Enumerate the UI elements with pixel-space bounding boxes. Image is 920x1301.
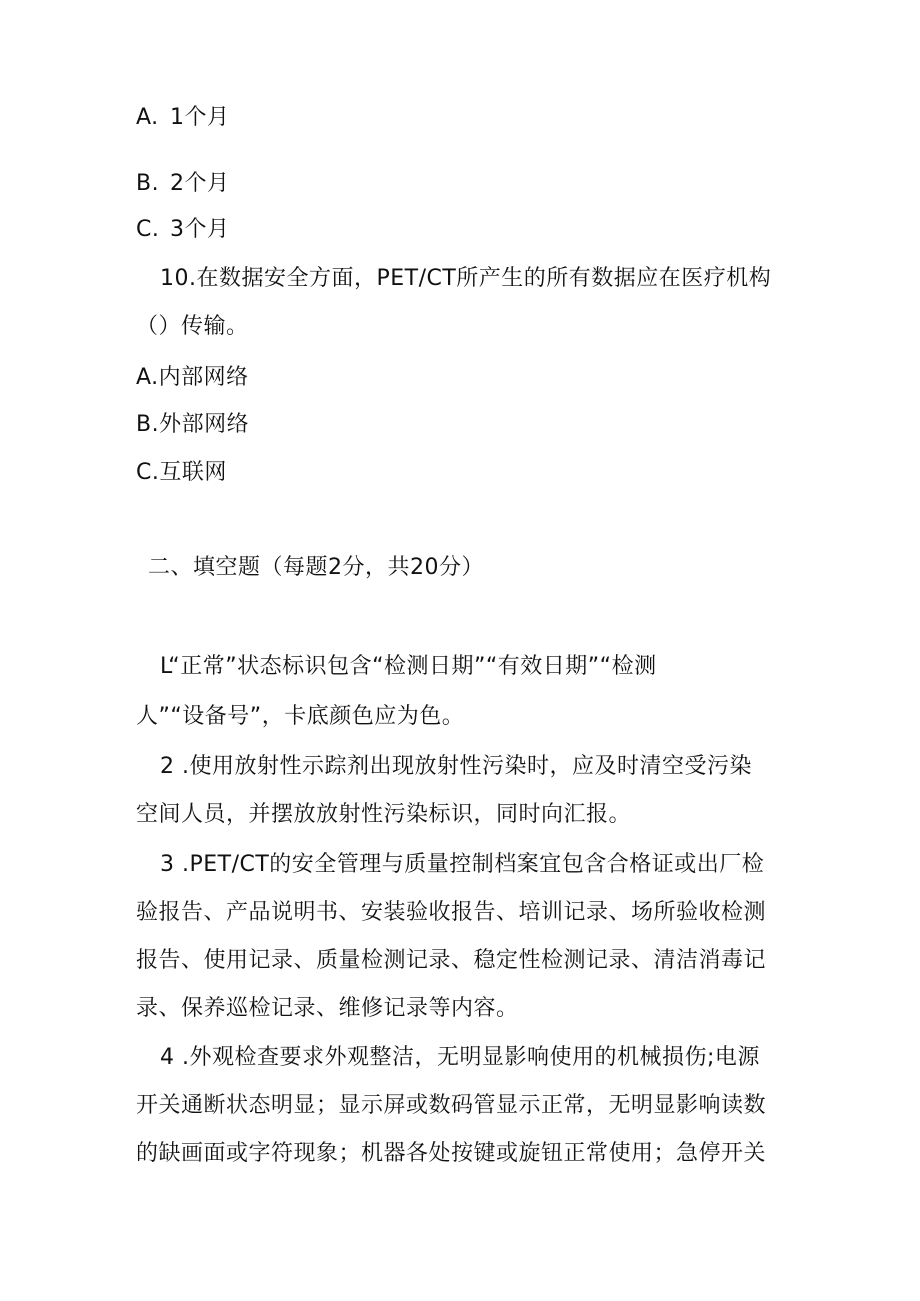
- fill-item-4-line1: 4 .外观检查要求外观整洁，无明显影响使用的机械损伤;电源: [160, 1045, 760, 1070]
- option-label: A.: [136, 105, 159, 130]
- option-text: 2个月: [170, 171, 230, 196]
- option-text: 3个月: [170, 217, 230, 242]
- fill-item-3-line3: 报告、使用记录、质量检测记录、稳定性检测记录、清洁消毒记: [136, 948, 767, 973]
- q9-option-a: [136, 103, 230, 133]
- fill-item-3-line2: 验报告、产品说明书、安装验收报告、培训记录、场所验收检测: [136, 900, 767, 925]
- fill-item-1-line2: 人”“设备号”，卡底颜色应为色。: [136, 704, 465, 729]
- fill-item-3-line4: 录、保养巡检记录、维修记录等内容。: [136, 996, 519, 1021]
- fill-item-1-line1: L“正常”状态标识包含“检测日期”“有效日期”“检测: [160, 654, 657, 679]
- fill-item-3-line1: 3 .PET/CT的安全管理与质量控制档案宜包含合格证或出厂检: [160, 852, 765, 877]
- fill-item-2-line1: 2 .使用放射性示踪剂出现放射性污染时，应及时清空受污染: [160, 754, 752, 779]
- q10-text-line2: （）传输。: [136, 314, 249, 339]
- fill-item-4-line2: 开关通断状态明显；显示屏或数码管显示正常，无明显影响读数: [136, 1093, 767, 1118]
- option-text: 1个月: [170, 105, 230, 130]
- q10-option-c: C.互联网: [136, 460, 227, 485]
- section-title: 二、填空题（每题2分，共20分）: [148, 555, 484, 580]
- q9-option-b: [136, 169, 230, 199]
- q9-option-c: [136, 215, 230, 245]
- q10-text-line1: 10.在数据安全方面，PET/CT所产生的所有数据应在医疗机构: [160, 266, 772, 291]
- q10-option-a: A.内部网络: [136, 365, 249, 390]
- option-label: B.: [136, 171, 160, 196]
- q10-option-b: B.外部网络: [136, 412, 250, 437]
- fill-item-4-line3: 的缺画面或字符现象；机器各处按键或旋钮正常使用；急停开关: [136, 1141, 767, 1166]
- fill-item-2-line2: 空间人员，并摆放放射性污染标识，同时向汇报。: [136, 802, 632, 827]
- option-label: C.: [136, 217, 160, 242]
